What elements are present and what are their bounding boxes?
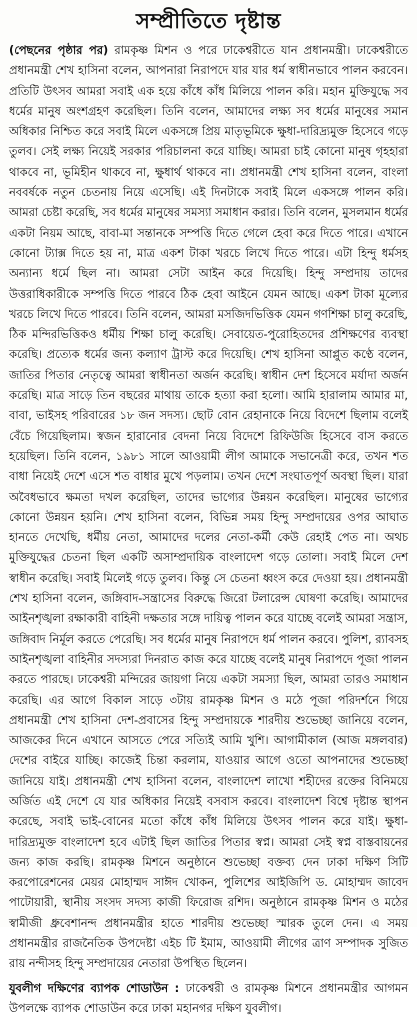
article-body <box>9 40 408 974</box>
article-headline: সম্প্রীতিতে দৃষ্টান্ত <box>135 9 282 33</box>
article-footer <box>9 978 408 1018</box>
footer-lead: যুবলীগ দক্ষিণের ব্যাপক শোডাউন : <box>9 980 180 995</box>
article-body-text: রামকৃষ্ণ মিশন ও পরে ঢাকেশ্বরীতে যান প্রধানমন্ত্রী। ঢাকেশ্বরীতে প্রধানমন্ত্রী শেখ হাসিনা বলেন, আপনারা নিরাপদে যার যার ধর্ম স্বাধীনভাবে পালন করবেন। প্রতিটি উৎসব আমরা সবাই এক হয়ে কাঁধে কাঁধ মিলিয়ে পালন করি। মহান মুক্তিযুদ্ধে সব ধর্মের মানুষ অংশগ্রহণ করেছিল। তিনি বলেন, আমাদের লক্ষ্য সব ধর্মের মানুষের সমান অধিকার নিশ্চিত করে সবাই মিলে একসঙ্গে প্রিয় মাতৃভূমিকে ক্ষুধা-দারিদ্র্যমুক্ত হিসেবে গড়ে তুলব। সেই লক্ষ্য নিয়েই সরকার পরিচালনা করে যাচ্ছি। আমরা চাই কোনো মানুষ গৃহহারা থাকবে না, ভূমিহীন থাকবে না, ক্ষুধার্থ থাকবে না। প্রধানমন্ত্রী শেখ হাসিনা বলেন, বাংলা নববর্ষকে নতুন চেতনায় নিয়ে এসেছি। এই দিনটাকে সবাই মিলে একসঙ্গে পালন করি। আমরা চেষ্টা করেছি, সব ধর্মের মানুষের সমস্যা সমাধান করার। তিনি বলেন, মুসলমান ধর্মের একটা নিয়ম আছে, বাবা-মা সন্তানকে সম্পত্তি দিতে গেলে হেবা করে দিতে পারে। এখানে কোনো ট্যাক্স দিতে হয় না, মাত্র একশ টাকা খরচে লিখে দিতে পারে। এটা হিন্দু ধর্মসহ অন্যান্য ধর্মে ছিল না। আমরা সেটা আইন করে দিয়েছি। হিন্দু সম্প্রদায় তাদের উত্তরাধিকারীকে সম্পত্তি দিতে পারবে ঠিক হেবা আইনে যেমন আছে। একশ টাকা মূল্যের খরচে লিখে দিতে পারবে। তিনি বলেন, আমরা মসজিদভিত্তিক যেমন গণশিক্ষা চালু করেছি, ঠিক মন্দিরভিত্তিকও ধর্মীয় শিক্ষা চালু করেছি। সেবায়েত-পুরোহিতদের প্রশিক্ষণের ব্যবস্থা করেছি। প্রত্যেক ধর্মের জন্য কল্যাণ ট্রাস্ট করে দিয়েছি। শেখ হাসিনা আপ্লুত কণ্ঠে বলেন, জাতির পিতার নেতৃত্বে আমরা স্বাধীনতা অর্জন করেছি। স্বাধীন দেশ হিসেবে মর্যাদা অর্জন করেছি। মাত্র সাড়ে তিন বছরের মাথায় তাকে হত্যা করা হলো। আমি হারালাম আমার মা, বাবা, ভাইসহ পরিবারের ১৮ জন সদস্য। ছোট বোন রেহানাকে নিয়ে বিদেশে ছিলাম বলেই বেঁচে গিয়েছিলাম। স্বজন হারানোর বেদনা নিয়ে বিদেশে রিফিউজি হিসেবে বাস করতে হয়েছিল। তিনি বলেন, ১৯৮১ সালে আওয়ামী লীগ আমাকে সভানেত্রী করে, তখন শত বাধা নিয়েই দেশে এসে শত বাধার মুখে পড়লাম। তখন দেশে সংঘাতপূর্ণ অবস্থা ছিল। যারা অবৈধভাবে ক্ষমতা দখল করেছিল, তাদের ভাগ্যের উন্নয়ন করেছিল। মানুষের ভাগ্যের কোনো উন্নয়ন হয়নি। শেখ হাসিনা বলেন, বিভিন্ন সময় হিন্দু সম্প্রদায়ের ওপর আঘাত হানতে দেখেছি, ধর্মীয় নেতা, আমাদের দলের নেতা-কর্মী কেউ রেহাই পেত না। অথচ মুক্তিযুদ্ধের চেতনা ছিল একটি অসাম্প্রদায়িক বাংলাদেশ গড়ে তোলা। সবাই মিলে দেশ স্বাধীন করেছি। সবাই মিলেই গড়ে তুলব। কিন্তু সে চেতনা ধ্বংস করে দেওয়া হয়। প্রধানমন্ত্রী শেখ হাসিনা বলেন, জঙ্গিবাদ-সন্ত্রাসের বিরুদ্ধে জিরো টলারেন্স ঘোষণা করেছি। আমাদের আইনশৃঙ্খলা রক্ষাকারী বাহিনী দক্ষতার সঙ্গে দায়িত্ব পালন করে যাচ্ছে বলেই আমরা সন্ত্রাস, জঙ্গিবাদ নির্মূল করতে পেরেছি। সব ধর্মের মানুষ নিরাপদে ধর্ম পালন করবে। পুলিশ, র‌্যাবসহ আইনশৃঙ্খলা বাহিনীর সদস্যরা দিনরাত কাজ করে যাচ্ছে বলেই মানুষ নিরাপদে পূজা পালন করতে পারছে। ঢাকেশ্বরী মন্দিরের জায়গা নিয়ে একটা সমস্যা ছিল, আমরা তারও সমাধান করেছি। এর আগে বিকাল সাড়ে ৩টায় রামকৃষ্ণ মিশন ও মঠে পূজা পরিদর্শনে গিয়ে প্রধানমন্ত্রী শেখ হাসিনা দেশ-প্রবাসের হিন্দু সম্প্রদায়কে শারদীয় শুভেচ্ছা জানিয়ে বলেন, আজকের দিনে এখানে আসতে পেরে সত্যিই আমি খুশি। আগামীকাল (আজ মঙ্গলবার) দেশের বাইরে যাচ্ছি। কাজেই চিন্তা করলাম, যাওয়ার আগে ওতো আপনাদের শুভেচ্ছা জানিয়ে যাই। প্রধানমন্ত্রী শেখ হাসিনা বলেন, বাংলাদেশ লাখো শহীদের রক্তের বিনিময়ে অর্জিত এই দেশে যে যার অধিকার নিয়েই বসবাস করবে। বাংলাদেশ বিশ্বে দৃষ্টান্ত স্থাপন করেছে, সবাই ভাই-বোনের মতো কাঁধে কাঁধ মিলিয়ে উৎসব পালন করে যাই। ক্ষুধা-দারিদ্র্যমুক্ত বাংলাদেশ হবে এটাই ছিল জাতির পিতার স্বপ্ন। আমরা সেই স্বপ্ন বাস্তবায়নের জন্য কাজ করছি। রামকৃষ্ণ মিশনে অনুষ্ঠানে শুভেচ্ছা বক্তব্য দেন ঢাকা দক্ষিণ সিটি করপোরেশনের মেয়র মোহাম্মদ সাঈদ খোকন, পুলিশের আইজিপি ড. মোহাম্মদ জাবেদ পাটোয়ারী, স্থানীয় সংসদ সদস্য কাজী ফিরোজ রশিদ। অনুষ্ঠানে রামকৃষ্ণ মিশন ও মঠের স্বামীজী ধ্রুবেশানন্দ প্রধানমন্ত্রীর হাতে শারদীয় শুভেচ্ছা স্মারক তুলে দেন। এ সময় প্রধানমন্ত্রীর রাজনৈতিক উপদেষ্টা এইচ টি ইমাম, আওয়ামী লীগের ত্রাণ সম্পাদক সুজিত রায় নন্দীসহ হিন্দু সম্প্রদায়ের নেতারা উপস্থিত ছিলেন। <box>9 43 408 971</box>
footer-text: ঢাকেশ্বরী ও রামকৃষ্ণ মিশনে প্রধানমন্ত্রীর আগমন উপলক্ষে ব্যাপক শোডাউন করে ঢাকা মহানগর দক্ষিণ যুবলীগ। <box>9 980 408 1015</box>
continued-marker: (পেছনের পৃষ্ঠার পর) <box>9 43 109 57</box>
